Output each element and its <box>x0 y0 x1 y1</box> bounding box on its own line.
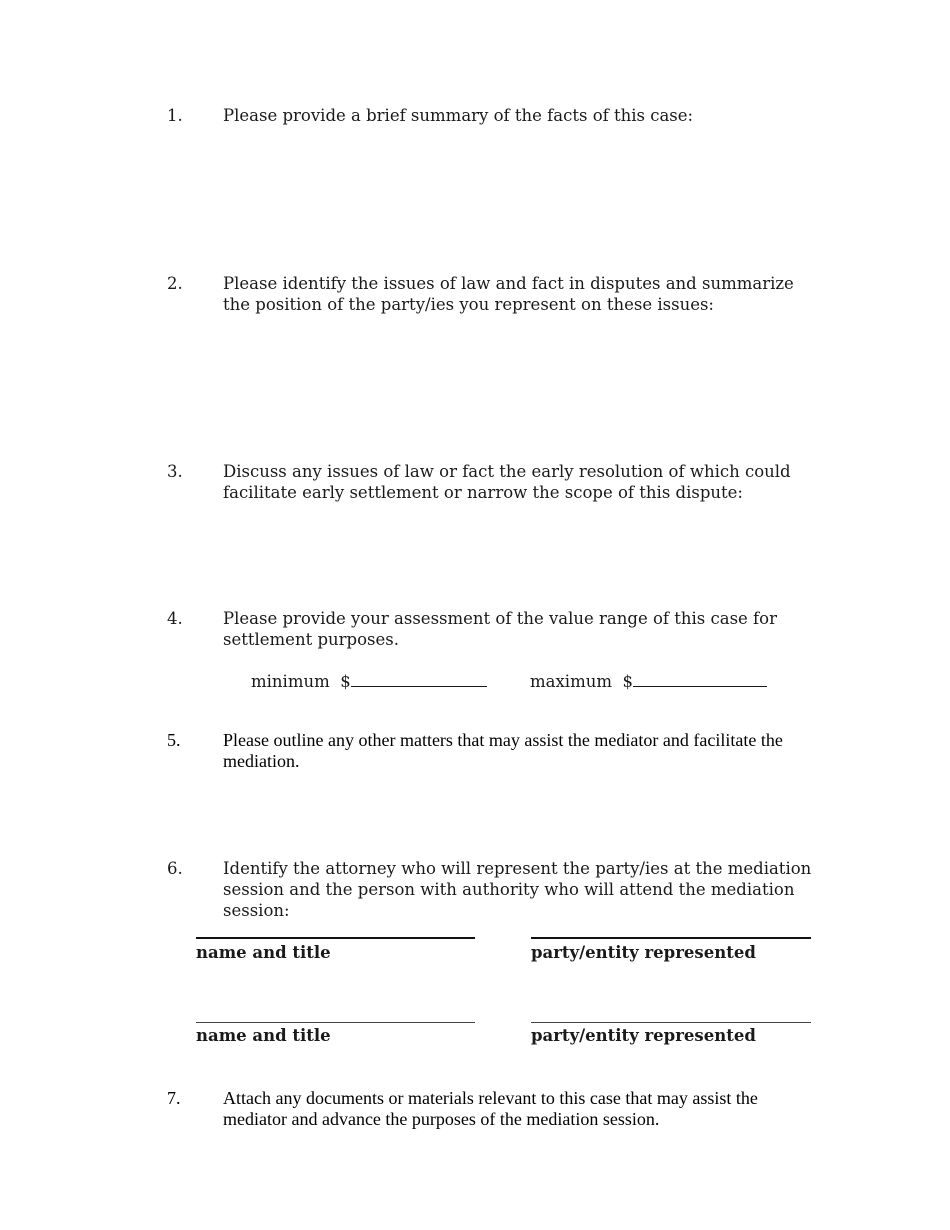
party-entity-label: party/entity represented <box>531 943 756 962</box>
question-text: Please identify the issues of law and fact in disputes and summarize the position of the party/ies you represent on these issues: <box>223 274 794 314</box>
signature-line-party-2[interactable] <box>531 1022 811 1023</box>
question-number: 5. <box>167 730 181 750</box>
question-number: 6. <box>167 859 183 878</box>
question-text: Discuss any issues of law or fact the early resolution of which could facilitate early settlement or narrow the scope of this dispute: <box>223 462 791 502</box>
question-number: 4. <box>167 609 183 628</box>
minimum-field[interactable] <box>251 671 487 692</box>
question-number: 7. <box>167 1088 181 1108</box>
signature-line-name-2[interactable] <box>196 1022 475 1023</box>
maximum-label: maximum <box>530 672 612 691</box>
name-title-label: name and title <box>196 1026 331 1045</box>
signature-line-name-1[interactable] <box>196 937 475 939</box>
question-text: Please provide a brief summary of the facts of this case: <box>223 106 694 125</box>
question-text: Please outline any other matters that may assist the mediator and facilitate the mediation. <box>223 730 783 771</box>
question-text: Attach any documents or materials relevant to this case that may assist the mediator and advance the purposes of the mediation session. <box>223 1088 758 1129</box>
question-text: Identify the attorney who will represent the party/ies at the mediation session and the person with authority who will attend the mediation session: <box>223 859 812 920</box>
minimum-currency: $ <box>340 672 351 691</box>
maximum-blank[interactable] <box>633 672 767 687</box>
maximum-currency: $ <box>622 672 633 691</box>
question-text: Please provide your assessment of the value range of this case for settlement purposes. <box>223 609 777 649</box>
question-number: 3. <box>167 462 183 481</box>
question-number: 2. <box>167 274 183 293</box>
minimum-label: minimum <box>251 672 330 691</box>
name-title-label: name and title <box>196 943 331 962</box>
signature-line-party-1[interactable] <box>531 937 811 939</box>
question-number: 1. <box>167 106 183 125</box>
party-entity-label: party/entity represented <box>531 1026 756 1045</box>
maximum-field[interactable] <box>530 671 767 692</box>
minimum-blank[interactable] <box>351 672 487 687</box>
